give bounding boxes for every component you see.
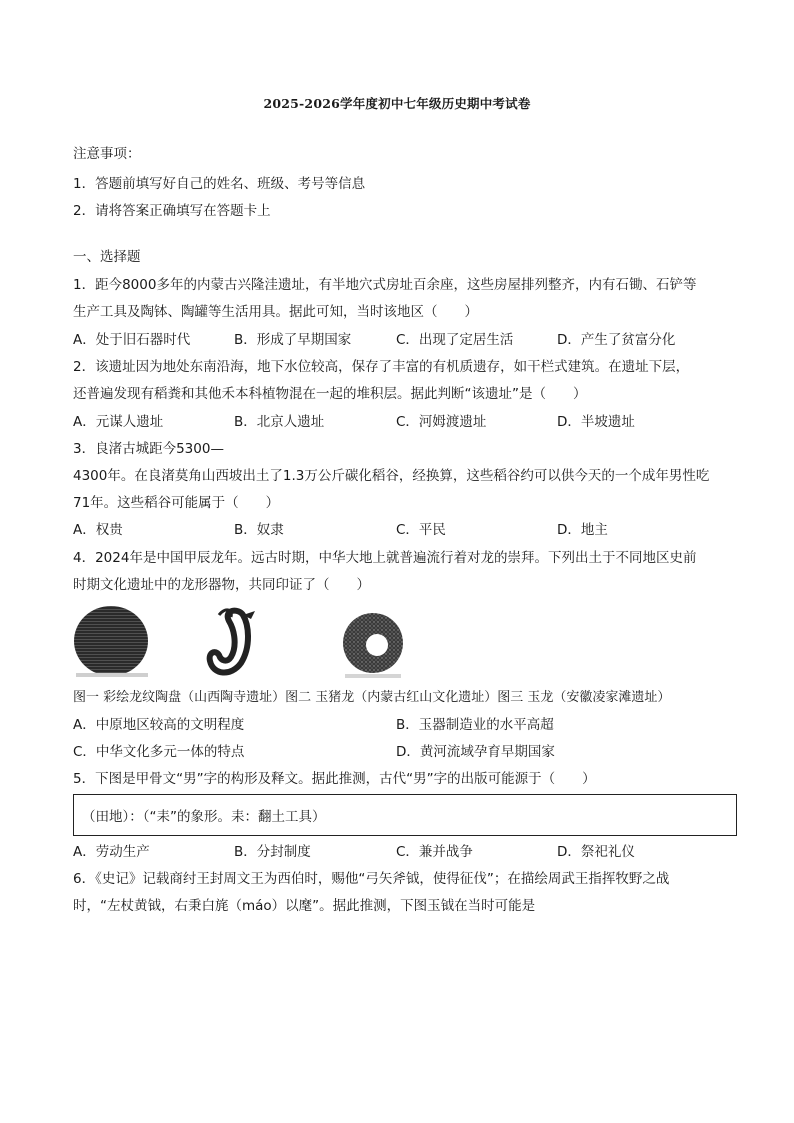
option-d: D．黄河流域孕育早期国家 <box>396 744 555 760</box>
option-b: B．分封制度 <box>234 844 311 860</box>
question-stem: 2．该遗址因为地处东南沿海，地下水位较高，保存了丰富的有机质遗存，如干栏式建筑。在遗址下层， <box>73 359 690 375</box>
question-stem: 时，“左杖黄钺，右秉白旄（máo）以麾”。据此推测，下图玉钺在当时可能是 <box>73 898 536 914</box>
option-d: D．地主 <box>557 522 608 538</box>
question-stem: 4300年。在良渚莫角山西坡出土了1.3万公斤碳化稻谷，经换算，这些稻谷约可以供今天的一个成年男性吃 <box>73 468 710 484</box>
image-caption: 图一 彩绘龙纹陶盘（山西陶寺遗址）图二 玉猪龙（内蒙古红山文化遗址）图三 玉龙（安徽凌家滩遗址） <box>73 690 671 705</box>
section-heading: 一、选择题 <box>73 249 141 265</box>
notice-item: 1．答题前填写好自己的姓名、班级、考号等信息 <box>73 176 366 192</box>
option-b: B．奴隶 <box>234 522 284 538</box>
option-b: B．北京人遗址 <box>234 414 325 430</box>
question-stem: 生产工具及陶钵、陶罐等生活用具。据此可知，当时该地区（ ） <box>73 304 478 320</box>
option-c: C．河姆渡遗址 <box>396 414 487 430</box>
question-stem: 71年。这些稻谷可能属于（ ） <box>73 495 280 511</box>
question-stem: 4．2024年是中国甲辰龙年。远古时期，中华大地上就普遍流行着对龙的崇拜。下列出土于不同地区史前 <box>73 550 697 566</box>
painted-pottery-plate-image <box>74 606 148 677</box>
option-a: A．元谋人遗址 <box>73 414 164 430</box>
notice-item: 2．请将答案正确填写在答题卡上 <box>73 203 271 219</box>
option-b: B．玉器制造业的水平高超 <box>396 717 554 733</box>
option-c: C．出现了定居生活 <box>396 332 514 348</box>
oracle-bone-box <box>73 794 737 836</box>
option-d: D．祭祀礼仪 <box>557 844 635 860</box>
jade-pig-dragon-image <box>210 610 255 673</box>
option-d: D．产生了贫富分化 <box>557 332 676 348</box>
option-c: C．兼并战争 <box>396 844 473 860</box>
oracle-bone-explanation: （田地）：（“耒”的象形。耒：翻土工具） <box>82 809 326 825</box>
question-stem: 3．良渚古城距今5300— <box>73 441 224 457</box>
notice-heading: 注意事项： <box>73 146 141 162</box>
jade-dragon-ring-image <box>343 613 403 678</box>
option-a: A．权贵 <box>73 522 123 538</box>
question-stem: 时期文化遗址中的龙形器物，共同印证了（ ） <box>73 577 370 593</box>
question-stem: 1．距今8000多年的内蒙古兴隆洼遗址，有半地穴式房址百余座，这些房屋排列整齐，内有石锄、石铲等 <box>73 277 697 293</box>
option-a: A．劳动生产 <box>73 844 150 860</box>
option-a: A．处于旧石器时代 <box>73 332 191 348</box>
option-d: D．半坡遗址 <box>557 414 635 430</box>
question-stem: 6．《史记》记载商纣王封周文王为西伯时，赐他“弓矢斧钺，使得征伐”；在描绘周武王指挥牧野之战 <box>73 871 670 887</box>
page-title: 2025-2026学年度初中七年级历史期中考试卷 <box>263 96 531 111</box>
option-c: C．中华文化多元一体的特点 <box>73 744 245 760</box>
question-stem: 还普遍发现有稻粪和其他禾本科植物混在一起的堆积层。据此判断“该遗址”是（ ） <box>73 386 587 402</box>
option-c: C．平民 <box>396 522 446 538</box>
question-stem: 5．下图是甲骨文“男”字的构形及释文。据此推测，古代“男”字的出版可能源于（ ） <box>73 771 596 787</box>
artifact-images <box>73 605 403 680</box>
option-a: A．中原地区较高的文明程度 <box>73 717 245 733</box>
option-b: B．形成了早期国家 <box>234 332 352 348</box>
